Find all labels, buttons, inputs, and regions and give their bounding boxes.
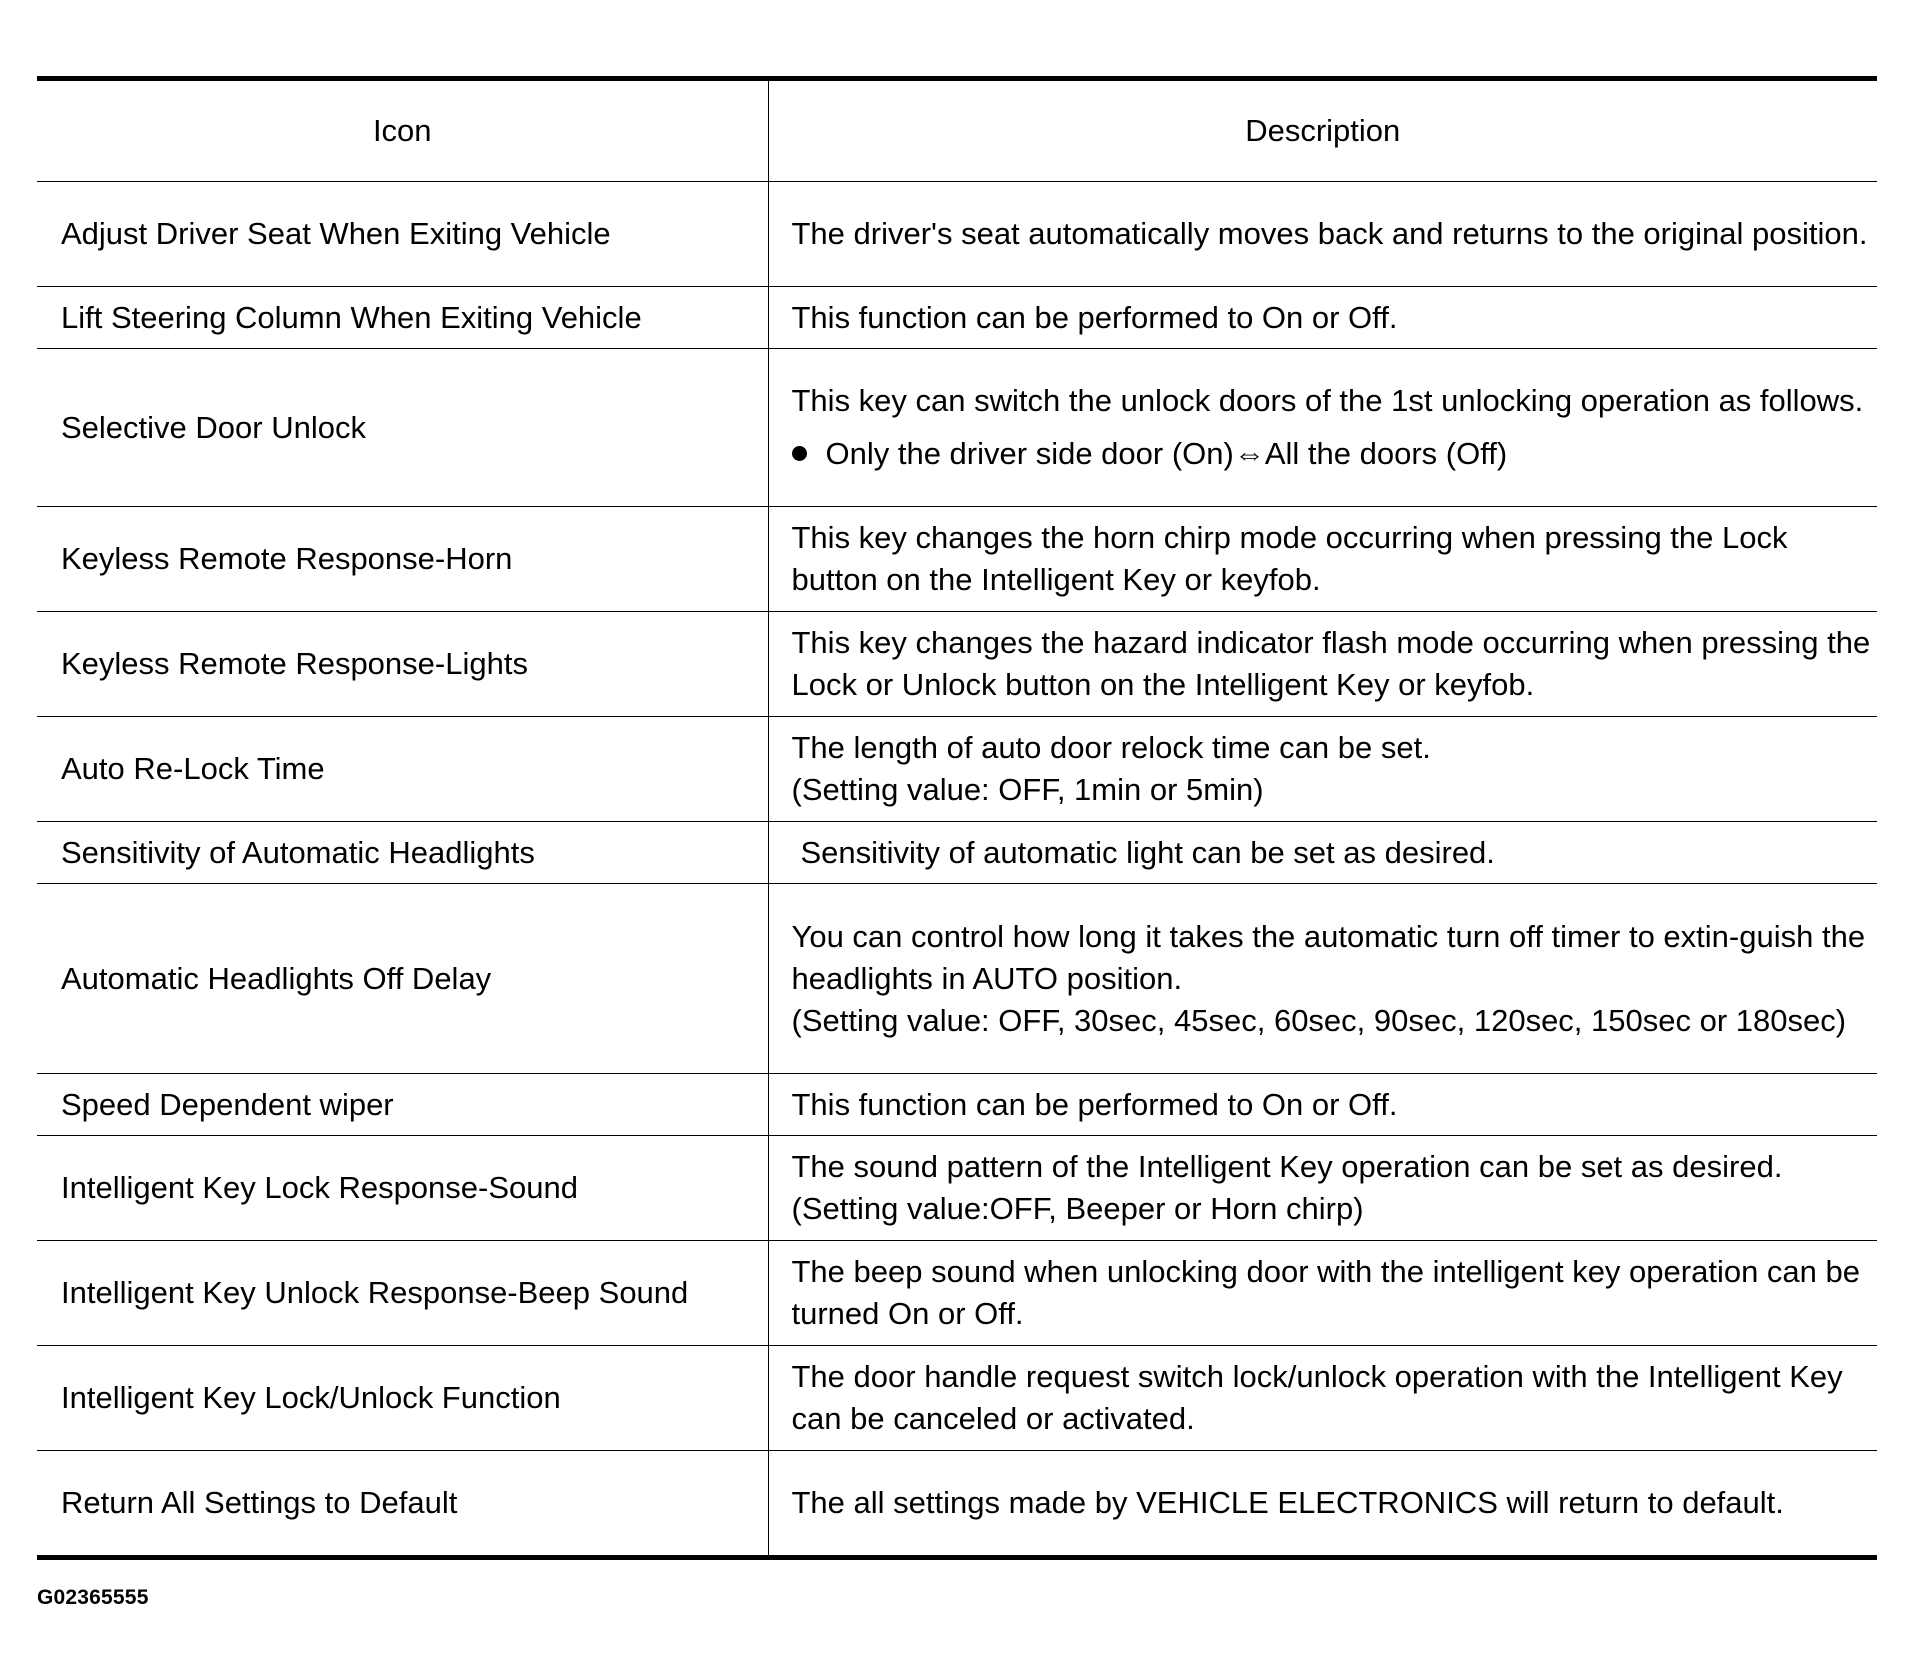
table-row xyxy=(37,1241,1877,1346)
table-row xyxy=(37,182,1877,287)
figure-code: G02365555 xyxy=(37,1586,149,1609)
row-description: The beep sound when unlocking door with the intelligent key operation can be turned On or Off. xyxy=(768,1241,1877,1346)
bullet-icon xyxy=(792,446,807,461)
table-row xyxy=(37,349,1877,507)
row-description-cell xyxy=(768,1136,1877,1241)
row-icon-label: Adjust Driver Seat When Exiting Vehicle xyxy=(37,182,768,287)
table-row xyxy=(37,1074,1877,1136)
table-row xyxy=(37,1136,1877,1241)
row-icon-label: Intelligent Key Lock Response-Sound xyxy=(37,1136,768,1241)
table-header-row xyxy=(37,79,1877,182)
row-icon-label: Selective Door Unlock xyxy=(37,349,768,507)
row-description: This key can switch the unlock doors of the 1st unlocking operation as follows. xyxy=(791,383,1864,418)
table-row xyxy=(37,822,1877,884)
row-description: The length of auto door relock time can be set. xyxy=(791,730,1431,765)
row-description: This function can be performed to On or Off. xyxy=(768,1074,1877,1136)
table-row xyxy=(37,717,1877,822)
row-icon-label: Lift Steering Column When Exiting Vehicle xyxy=(37,287,768,349)
table-row xyxy=(37,1346,1877,1451)
row-description-cell xyxy=(768,349,1877,507)
row-description: The driver's seat automatically moves back and returns to the original position. xyxy=(768,182,1877,287)
bullet-item xyxy=(792,433,1874,475)
bullet-text: Only the driver side door (On)⇔All the doors (Off) xyxy=(825,436,1508,471)
row-icon-label: Intelligent Key Lock/Unlock Function xyxy=(37,1346,768,1451)
row-icon-label: Auto Re-Lock Time xyxy=(37,717,768,822)
table-row xyxy=(37,612,1877,717)
row-description: The door handle request switch lock/unlock operation with the Intelligent Key can be canceled or activated. xyxy=(768,1346,1877,1451)
header-description: Description xyxy=(768,79,1877,182)
row-description-cell xyxy=(768,884,1877,1074)
row-description: Sensitivity of automatic light can be set as desired. xyxy=(800,834,1495,870)
table-row xyxy=(37,507,1877,612)
table-row xyxy=(37,1451,1877,1558)
row-description: The all settings made by VEHICLE ELECTRONICS will return to default. xyxy=(791,1485,1784,1520)
header-icon: Icon xyxy=(37,79,768,182)
row-description: You can control how long it takes the automatic turn off timer to extin-guish the headlights in AUTO position. xyxy=(791,918,1866,996)
table-row xyxy=(37,287,1877,349)
row-description: This key changes the horn chirp mode occurring when pressing the Lock button on the Intelligent Key or keyfob. xyxy=(768,507,1877,612)
row-description: This key changes the hazard indicator flash mode occurring when pressing the Lock or Unlock button on the Intelligent Key or keyfob. xyxy=(768,612,1877,717)
row-description-cell xyxy=(768,822,1877,884)
settings-table xyxy=(37,76,1877,1560)
row-description: The sound pattern of the Intelligent Key operation can be set as desired. xyxy=(791,1149,1783,1184)
row-setting-value: (Setting value: OFF, 1min or 5min) xyxy=(791,772,1264,807)
row-icon-label: Automatic Headlights Off Delay xyxy=(37,884,768,1074)
table-row xyxy=(37,884,1877,1074)
row-icon-label: Sensitivity of Automatic Headlights xyxy=(37,822,768,884)
row-icon-label: Speed Dependent wiper xyxy=(37,1074,768,1136)
row-description: This function can be performed to On or Off. xyxy=(768,287,1877,349)
row-setting-value: (Setting value: OFF, 30sec, 45sec, 60sec, 90sec, 120sec, 150sec or 180sec) xyxy=(791,1002,1847,1038)
row-icon-label: Intelligent Key Unlock Response-Beep Sound xyxy=(37,1241,768,1346)
row-setting-value: (Setting value:OFF, Beeper or Horn chirp) xyxy=(791,1191,1364,1226)
row-description-cell xyxy=(768,717,1877,822)
row-icon-label: Keyless Remote Response-Lights xyxy=(37,612,768,717)
row-icon-label: Return All Settings to Default xyxy=(37,1451,768,1558)
row-icon-label: Keyless Remote Response-Horn xyxy=(37,507,768,612)
